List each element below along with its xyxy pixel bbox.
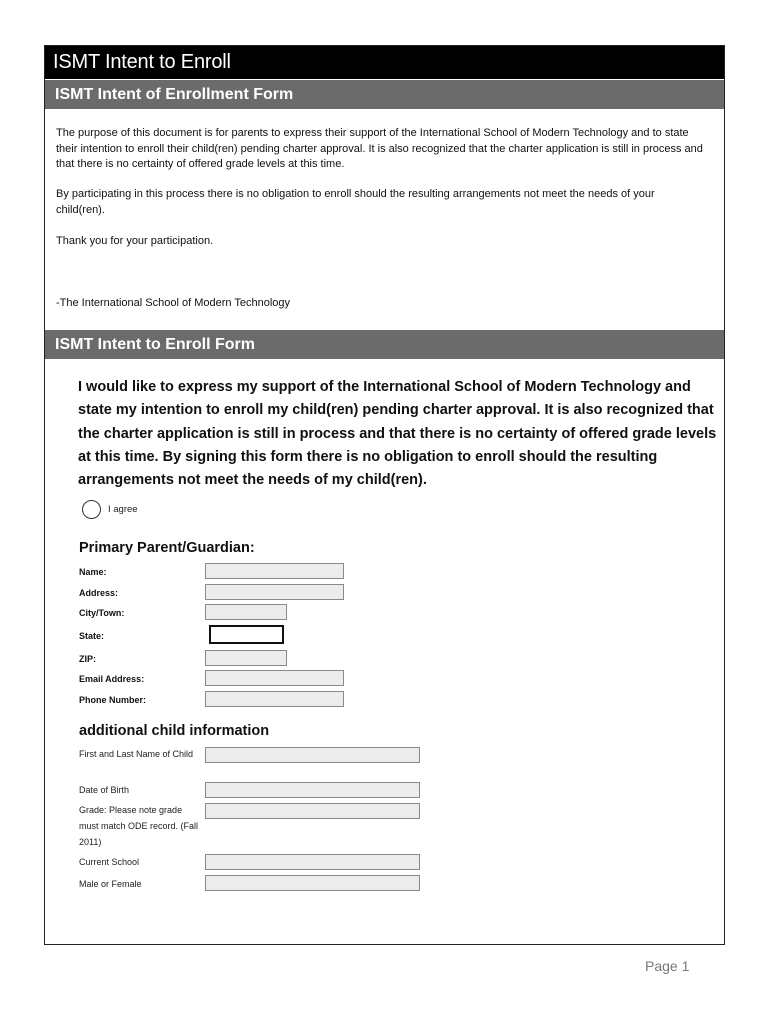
child-name-field[interactable] bbox=[205, 747, 420, 763]
phone-field[interactable] bbox=[205, 691, 344, 707]
child-name-label: First and Last Name of Child bbox=[79, 749, 194, 759]
section-header-intent: ISMT Intent to Enroll Form bbox=[45, 330, 724, 359]
child-info-heading: additional child information bbox=[79, 723, 270, 739]
name-field[interactable] bbox=[205, 563, 344, 579]
name-label: Name: bbox=[79, 567, 107, 577]
state-field[interactable] bbox=[209, 625, 284, 644]
document-title: ISMT Intent to Enroll bbox=[45, 46, 724, 79]
agree-radio-button[interactable] bbox=[82, 500, 101, 519]
city-label: City/Town: bbox=[79, 608, 125, 618]
form-page bbox=[44, 45, 725, 945]
section-header-enrollment: ISMT Intent of Enrollment Form bbox=[45, 80, 724, 109]
dob-field[interactable] bbox=[205, 782, 420, 798]
intro-signature: -The International School of Modern Technology bbox=[56, 297, 290, 309]
grade-label: Grade: Please note grade must match ODE record. (Fall 2011) bbox=[79, 805, 199, 847]
school-label: Current School bbox=[79, 857, 140, 867]
phone-label: Phone Number: bbox=[79, 695, 147, 705]
support-statement: I would like to express my support of the International School of Modern Technology and state my intention to enroll my child(ren) pending charter approval. It is also recognized that the charter application is still in process and that there is no certainty of offered grade levels at this time. By signing this form there is no obligation to enroll should the resulting arrangements not meet the needs of my child(ren). bbox=[78, 379, 717, 489]
address-field[interactable] bbox=[205, 584, 344, 600]
address-label: Address: bbox=[79, 588, 119, 598]
school-field[interactable] bbox=[205, 854, 420, 870]
agree-label: I agree bbox=[108, 504, 138, 515]
dob-label: Date of Birth bbox=[79, 785, 130, 795]
grade-field[interactable] bbox=[205, 803, 420, 819]
intro-paragraph-purpose: The purpose of this document is for parents to express their support of the International School of Modern Technology and to state their intention to enroll their child(ren) pending charter approval. It is also recognized that the charter application is still in process and that there is no certainty of offered grade levels at this time. bbox=[56, 127, 703, 170]
city-field[interactable] bbox=[205, 604, 287, 620]
state-label: State: bbox=[79, 631, 105, 641]
zip-field[interactable] bbox=[205, 650, 287, 666]
email-label: Email Address: bbox=[79, 674, 145, 684]
page-number: Page 1 bbox=[645, 958, 690, 974]
intro-paragraph-obligation: By participating in this process there is no obligation to enroll should the resulting arrangements not meet the needs of your child(ren). bbox=[56, 188, 655, 216]
gender-field[interactable] bbox=[205, 875, 420, 891]
intro-paragraph-thanks: Thank you for your participation. bbox=[56, 235, 214, 247]
email-field[interactable] bbox=[205, 670, 344, 686]
primary-guardian-heading: Primary Parent/Guardian: bbox=[79, 540, 255, 556]
zip-label: ZIP: bbox=[79, 654, 96, 664]
gender-label: Male or Female bbox=[79, 879, 142, 889]
